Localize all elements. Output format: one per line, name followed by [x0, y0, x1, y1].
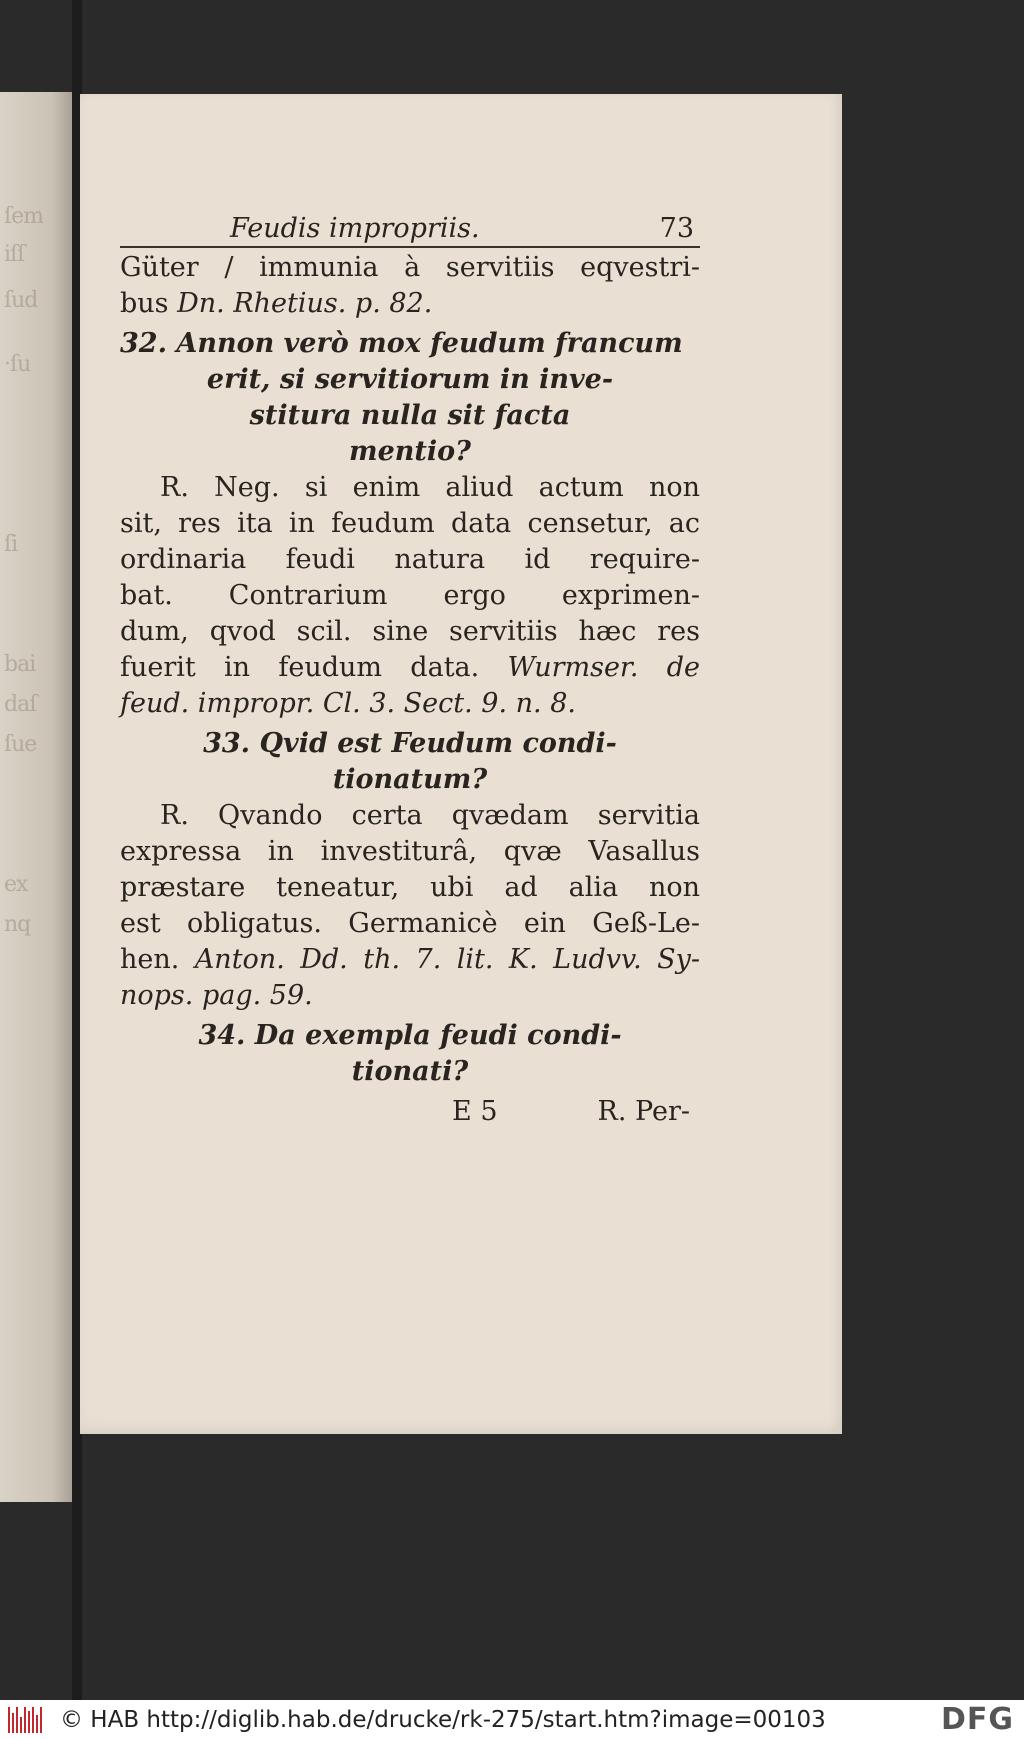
text-line — [120, 286, 700, 322]
book-page — [80, 94, 842, 1434]
question-32-line: erit, si servitiorum in inve- — [206, 364, 614, 395]
text-span: bus — [120, 288, 178, 319]
question-34-line: tionati? — [351, 1056, 469, 1087]
citation-line: feud. impropr. Cl. 3. Sect. 9. n. 8. — [120, 688, 576, 719]
question-32-line: stitura nulla sit facta — [249, 400, 571, 431]
page-number: 73 — [659, 213, 694, 244]
answer-33-line: R. Qvando certa qvædam servitia — [160, 800, 700, 831]
ghost-text: daſ — [4, 692, 37, 717]
ghost-text: nq — [4, 912, 31, 937]
ghost-text: ·ſu — [4, 352, 31, 377]
previous-page-edge — [0, 92, 74, 1502]
question-34-line: 34. Da exempla feudi condi- — [198, 1020, 622, 1051]
citation-line: nops. pag. 59. — [120, 980, 313, 1011]
answer-33-line — [120, 942, 700, 978]
text-line: Güter / immunia à servitiis eqvestri- — [120, 252, 700, 283]
ghost-text: ſem — [4, 204, 44, 229]
page-footer-line — [120, 1094, 700, 1130]
answer-33-line: expressa in investiturâ, qvæ Vasallus — [120, 836, 700, 867]
answer-33-line: est obligatus. Germanicè ein Geß-Le- — [120, 908, 700, 939]
citation: Anton. Dd. th. 7. lit. K. Ludvv. Sy- — [194, 944, 700, 975]
ghost-text: iſſ — [4, 242, 25, 267]
question-33-line: 33. Qvid est Feudum condi- — [203, 728, 617, 759]
catchword: R. Per- — [597, 1096, 690, 1127]
answer-32-line: R. Neg. si enim aliud actum non — [160, 472, 700, 503]
question-32-line: mentio? — [349, 436, 471, 467]
question-32-line: 32. Annon verò mox feudum francum — [120, 328, 683, 359]
ghost-text: ſue — [4, 732, 37, 757]
ghost-text: bai — [4, 652, 36, 677]
answer-32-line — [120, 650, 700, 686]
text-span: hen. — [120, 944, 195, 975]
credit-link[interactable]: © HAB http://diglib.hab.de/drucke/rk-275/start.htm?image=00103 — [60, 1706, 826, 1733]
ghost-text: ſi — [4, 532, 18, 557]
answer-32-line: ordinaria feudi natura id require- — [120, 544, 700, 575]
text-span: fuerit in feudum data. — [120, 652, 508, 683]
question-33-line: tionatum? — [332, 764, 488, 795]
citation: Wurmser. de — [507, 652, 701, 683]
citation: Dn. Rhetius. p. 82. — [177, 288, 433, 319]
running-header — [120, 212, 700, 248]
credit-bar — [0, 1700, 1024, 1739]
answer-32-line: dum, qvod scil. sine servitiis hæc res — [120, 616, 700, 647]
ghost-text: ex — [4, 872, 28, 897]
dfg-logo: DFG — [940, 1702, 1014, 1737]
answer-32-line: sit, res ita in feudum data censetur, ac — [120, 508, 700, 539]
page-text — [120, 212, 700, 1130]
answer-33-line: præstare teneatur, ubi ad alia non — [120, 872, 700, 903]
signature-mark: E 5 — [452, 1096, 498, 1127]
hab-barcode-icon — [8, 1707, 46, 1733]
header-title: Feudis impropriis. — [230, 213, 480, 244]
answer-32-line: bat. Contrarium ergo exprimen- — [120, 580, 700, 611]
ghost-text: ſud — [4, 288, 38, 313]
